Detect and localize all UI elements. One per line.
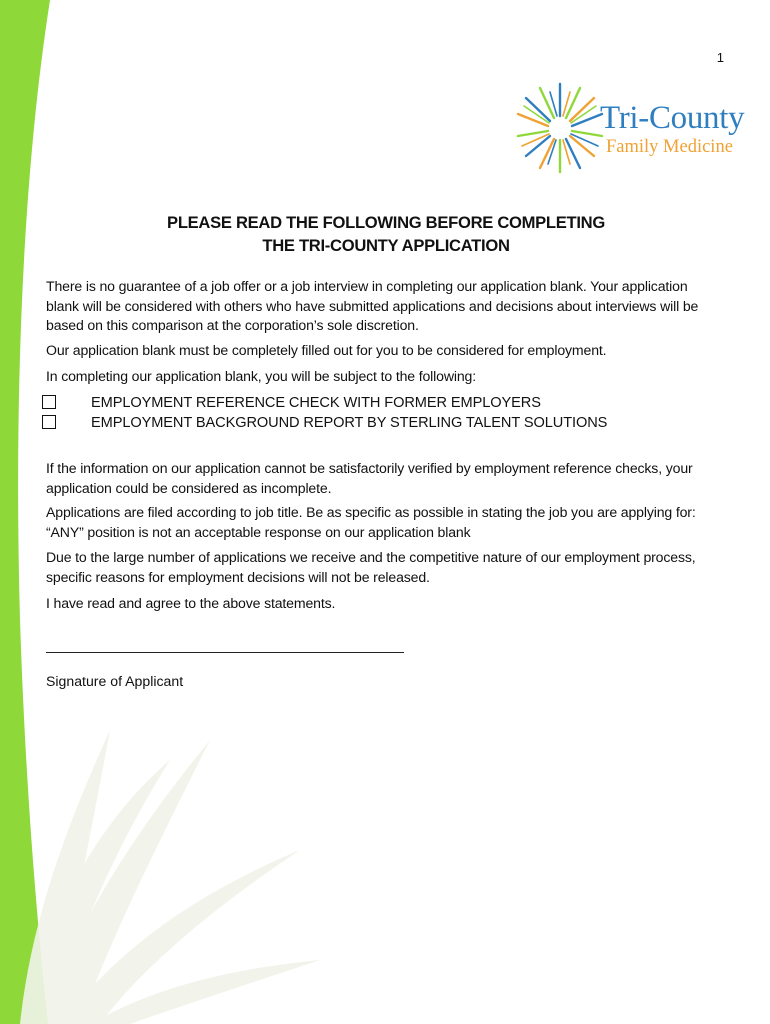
logo-subtitle: Family Medicine bbox=[606, 137, 733, 157]
starburst-logo-icon bbox=[512, 80, 608, 176]
page-title-line-1: PLEASE READ THE FOLLOWING BEFORE COMPLETING bbox=[167, 213, 605, 232]
filled-out-paragraph: Our application blank must be completely filled out for you to be considered for employment. bbox=[46, 342, 607, 358]
page-title bbox=[60, 211, 712, 257]
page-title-line-2: THE TRI-COUNTY APPLICATION bbox=[262, 236, 510, 255]
verification-paragraph: If the information on our application cannot be satisfactorily verified by employment reference checks, your application could be considered as incomplete. bbox=[46, 460, 693, 496]
signature-label: Signature of Applicant bbox=[46, 673, 184, 689]
decisions-paragraph: Due to the large number of applications we receive and the competitive nature of our employment process, specific reasons for employment decisions will not be released. bbox=[46, 549, 696, 585]
subject-to-paragraph: In completing our application blank, you will be subject to the following: bbox=[46, 368, 476, 384]
background-report-checkbox[interactable] bbox=[42, 415, 56, 429]
tri-county-logo bbox=[512, 80, 762, 176]
job-title-paragraph: Applications are filed according to job title. Be as specific as possible in stating the job you are applying for: “ANY” position is not an acceptable response on our application blank bbox=[46, 504, 696, 540]
checklist-item-label: EMPLOYMENT BACKGROUND REPORT BY STERLING TALENT SOLUTIONS bbox=[91, 415, 608, 431]
checklist-item-label: EMPLOYMENT REFERENCE CHECK WITH FORMER EMPLOYERS bbox=[91, 395, 541, 411]
fern-watermark bbox=[0, 700, 330, 1024]
guarantee-paragraph: There is no guarantee of a job offer or a job interview in completing our application blank. Your application blank will be considered with others who have submitted applications and decisions about interviews will be based on this comparison at the corporation’s sole discretion. bbox=[46, 278, 699, 333]
logo-name: Tri-County bbox=[600, 100, 745, 136]
signature-line[interactable] bbox=[46, 652, 404, 653]
agreement-statement: I have read and agree to the above statements. bbox=[46, 595, 336, 611]
reference-check-checkbox[interactable] bbox=[42, 395, 56, 409]
page-number: 1 bbox=[716, 50, 724, 65]
